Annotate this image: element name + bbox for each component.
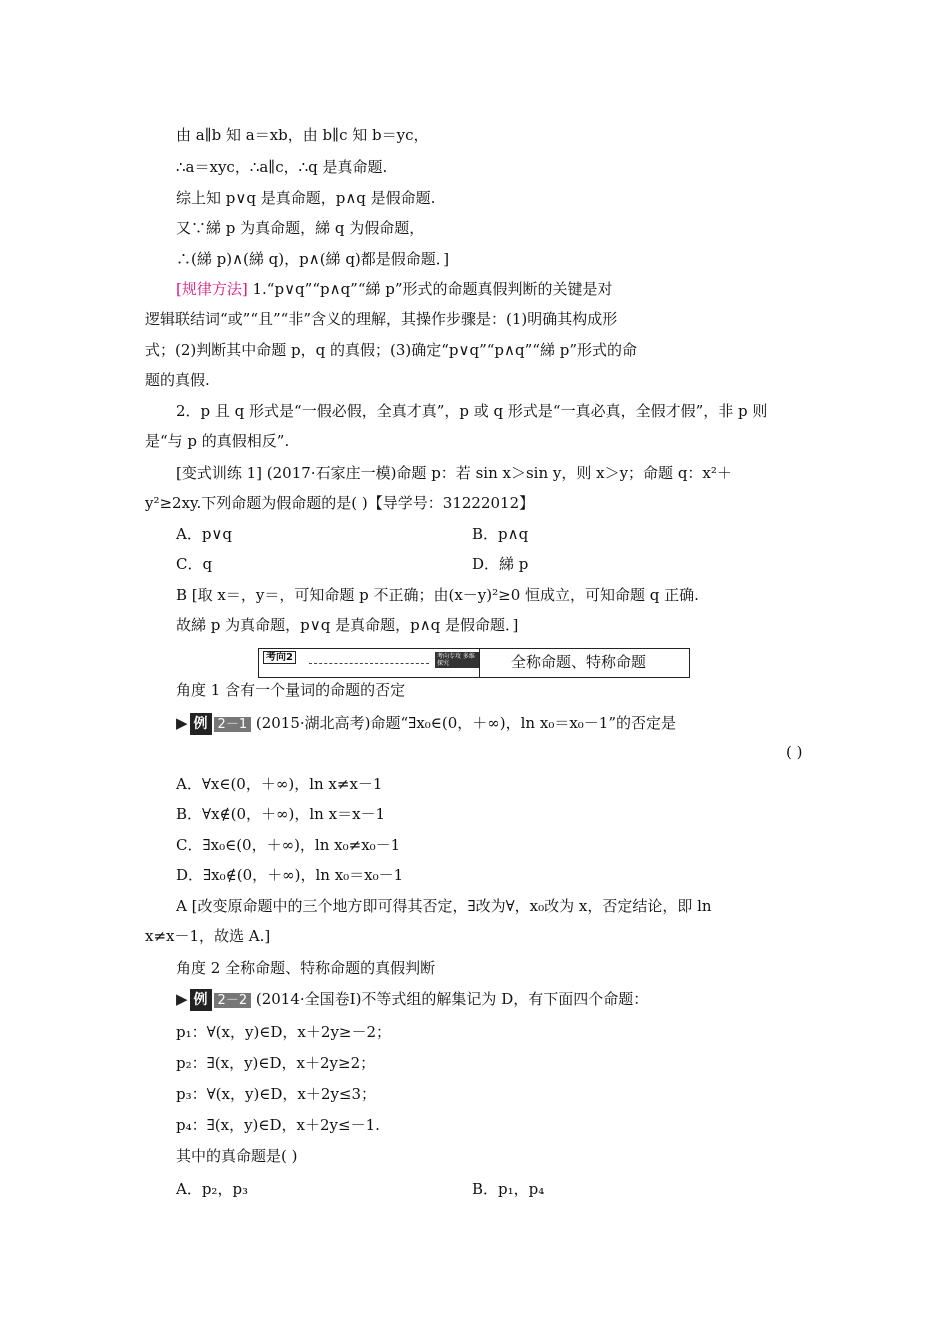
angle1-title: 角度 1 含有一个量词的命题的否定	[176, 681, 406, 699]
text-line: ∴(綈 p)∧(綈 q)，p∧(綈 q)都是假命题．]	[176, 250, 450, 268]
text-line: ∴a＝xyc，∴a∥c，∴q 是真命题.	[176, 158, 388, 176]
proposition-p2: p₂：∃(x，y)∈D，x＋2y≥2；	[176, 1054, 376, 1072]
text-line: 又∵綈 p 为真命题，綈 q 为假命题，	[176, 219, 425, 237]
rule-line4: 题的真假.	[145, 371, 210, 389]
example-2-2-option-a: A．p₂，p₃	[176, 1180, 249, 1198]
variant-option-c: C．q	[176, 555, 213, 573]
example-number: 2－2	[214, 993, 252, 1008]
example-label: 例	[190, 989, 212, 1011]
example-2-1-answer-line2: x≠x－1，故选 A.]	[145, 927, 271, 945]
example-2-2-question: 其中的真命题是( )	[176, 1147, 298, 1165]
example-stem-text: (2015·湖北高考)命题“∃x₀∈(0，＋∞)，ln x₀＝x₀－1”的否定是	[251, 714, 677, 732]
example-2-1-option-c: C．∃x₀∈(0，＋∞)，ln x₀≠x₀－1	[176, 836, 401, 854]
variant-stem-line2: y²≥2xy.下列命题为假命题的是( )【导学号：31222012】	[145, 494, 535, 512]
example-2-1-option-b: B．∀x∉(0，＋∞)，ln x＝x－1	[176, 805, 386, 823]
example-2-1-answer-line1: A [改变原命题中的三个地方即可得其否定，∃改为∀，x₀改为 x，否定结论，即 ln	[176, 897, 712, 915]
section-divider	[309, 663, 429, 664]
variant-stem-line1: [变式训练 1] (2017·石家庄一模)命题 p：若 sin x＞sin y，则 x＞y；命题 q：x²＋	[176, 464, 732, 482]
rule-tag: [规律方法]	[176, 280, 248, 298]
example-2-1-stem	[176, 712, 676, 736]
example-arrow-icon: ▶	[176, 990, 188, 1008]
angle2-title: 角度 2 全称命题、特称命题的真假判断	[176, 959, 436, 977]
section-header-left	[259, 649, 480, 677]
rule-p2-line1: 2．p 且 q 形式是“一假必假，全真才真”，p 或 q 形式是“一真必真，全假才假”，非 p 则	[176, 402, 768, 420]
section-header-box	[258, 648, 690, 678]
variant-answer-line1: B [取 x＝，y＝，可知命题 p 不正确；由(x－y)²≥0 恒成立，可知命题 q 正确.	[176, 586, 699, 604]
rule-line3: 式；(2)判断其中命题 p，q 的真假；(3)确定“p∨q”“p∧q”“綈 p”形式的命	[145, 341, 637, 359]
answer-paren: ( )	[786, 743, 803, 761]
variant-option-d: D．綈 p	[472, 555, 529, 573]
example-stem-text: (2014·全国卷Ⅰ)不等式组的解集记为 D，有下面四个命题：	[251, 990, 649, 1008]
example-2-1-option-a: A．∀x∈(0，＋∞)，ln x≠x－1	[176, 775, 383, 793]
example-arrow-icon: ▶	[176, 714, 188, 732]
section-title: 全称命题、特称命题	[511, 653, 647, 671]
section-tag: 考向2	[263, 651, 296, 664]
rule-p2-line2: 是“与 p 的真假相反”.	[145, 432, 290, 450]
proposition-p3: p₃：∀(x，y)∈D，x＋2y≤3；	[176, 1085, 377, 1103]
section-mini-label: 考向专攻 多维探究	[435, 652, 479, 668]
variant-answer-line2: 故綈 p 为真命题，p∨q 是真命题，p∧q 是假命题．]	[176, 616, 519, 634]
proposition-p1: p₁：∀(x，y)∈D，x＋2y≥－2；	[176, 1023, 392, 1041]
example-label: 例	[190, 713, 212, 735]
text-line: 综上知 p∨q 是真命题，p∧q 是假命题.	[176, 189, 436, 207]
variant-option-a: A．p∨q	[176, 525, 233, 543]
rule-paragraph	[176, 278, 613, 300]
variant-option-b: B．p∧q	[472, 525, 529, 543]
rule-line2: 逻辑联结词“或”“且”“非”含义的理解，其操作步骤是：(1)明确其构成形	[145, 310, 618, 328]
rule-line1: 1.“p∨q”“p∧q”“綈 p”形式的命题真假判断的关键是对	[247, 280, 613, 298]
example-2-2-option-b: B．p₁，p₄	[472, 1180, 545, 1198]
example-number: 2－1	[214, 717, 252, 732]
proposition-p4: p₄：∃(x，y)∈D，x＋2y≤－1.	[176, 1116, 380, 1134]
text-line: 由 a∥b 知 a＝xb，由 b∥c 知 b＝yc，	[176, 126, 429, 144]
example-2-1-option-d: D．∃x₀∉(0，＋∞)，ln x₀＝x₀－1	[176, 866, 404, 884]
example-2-2-stem	[176, 988, 648, 1012]
